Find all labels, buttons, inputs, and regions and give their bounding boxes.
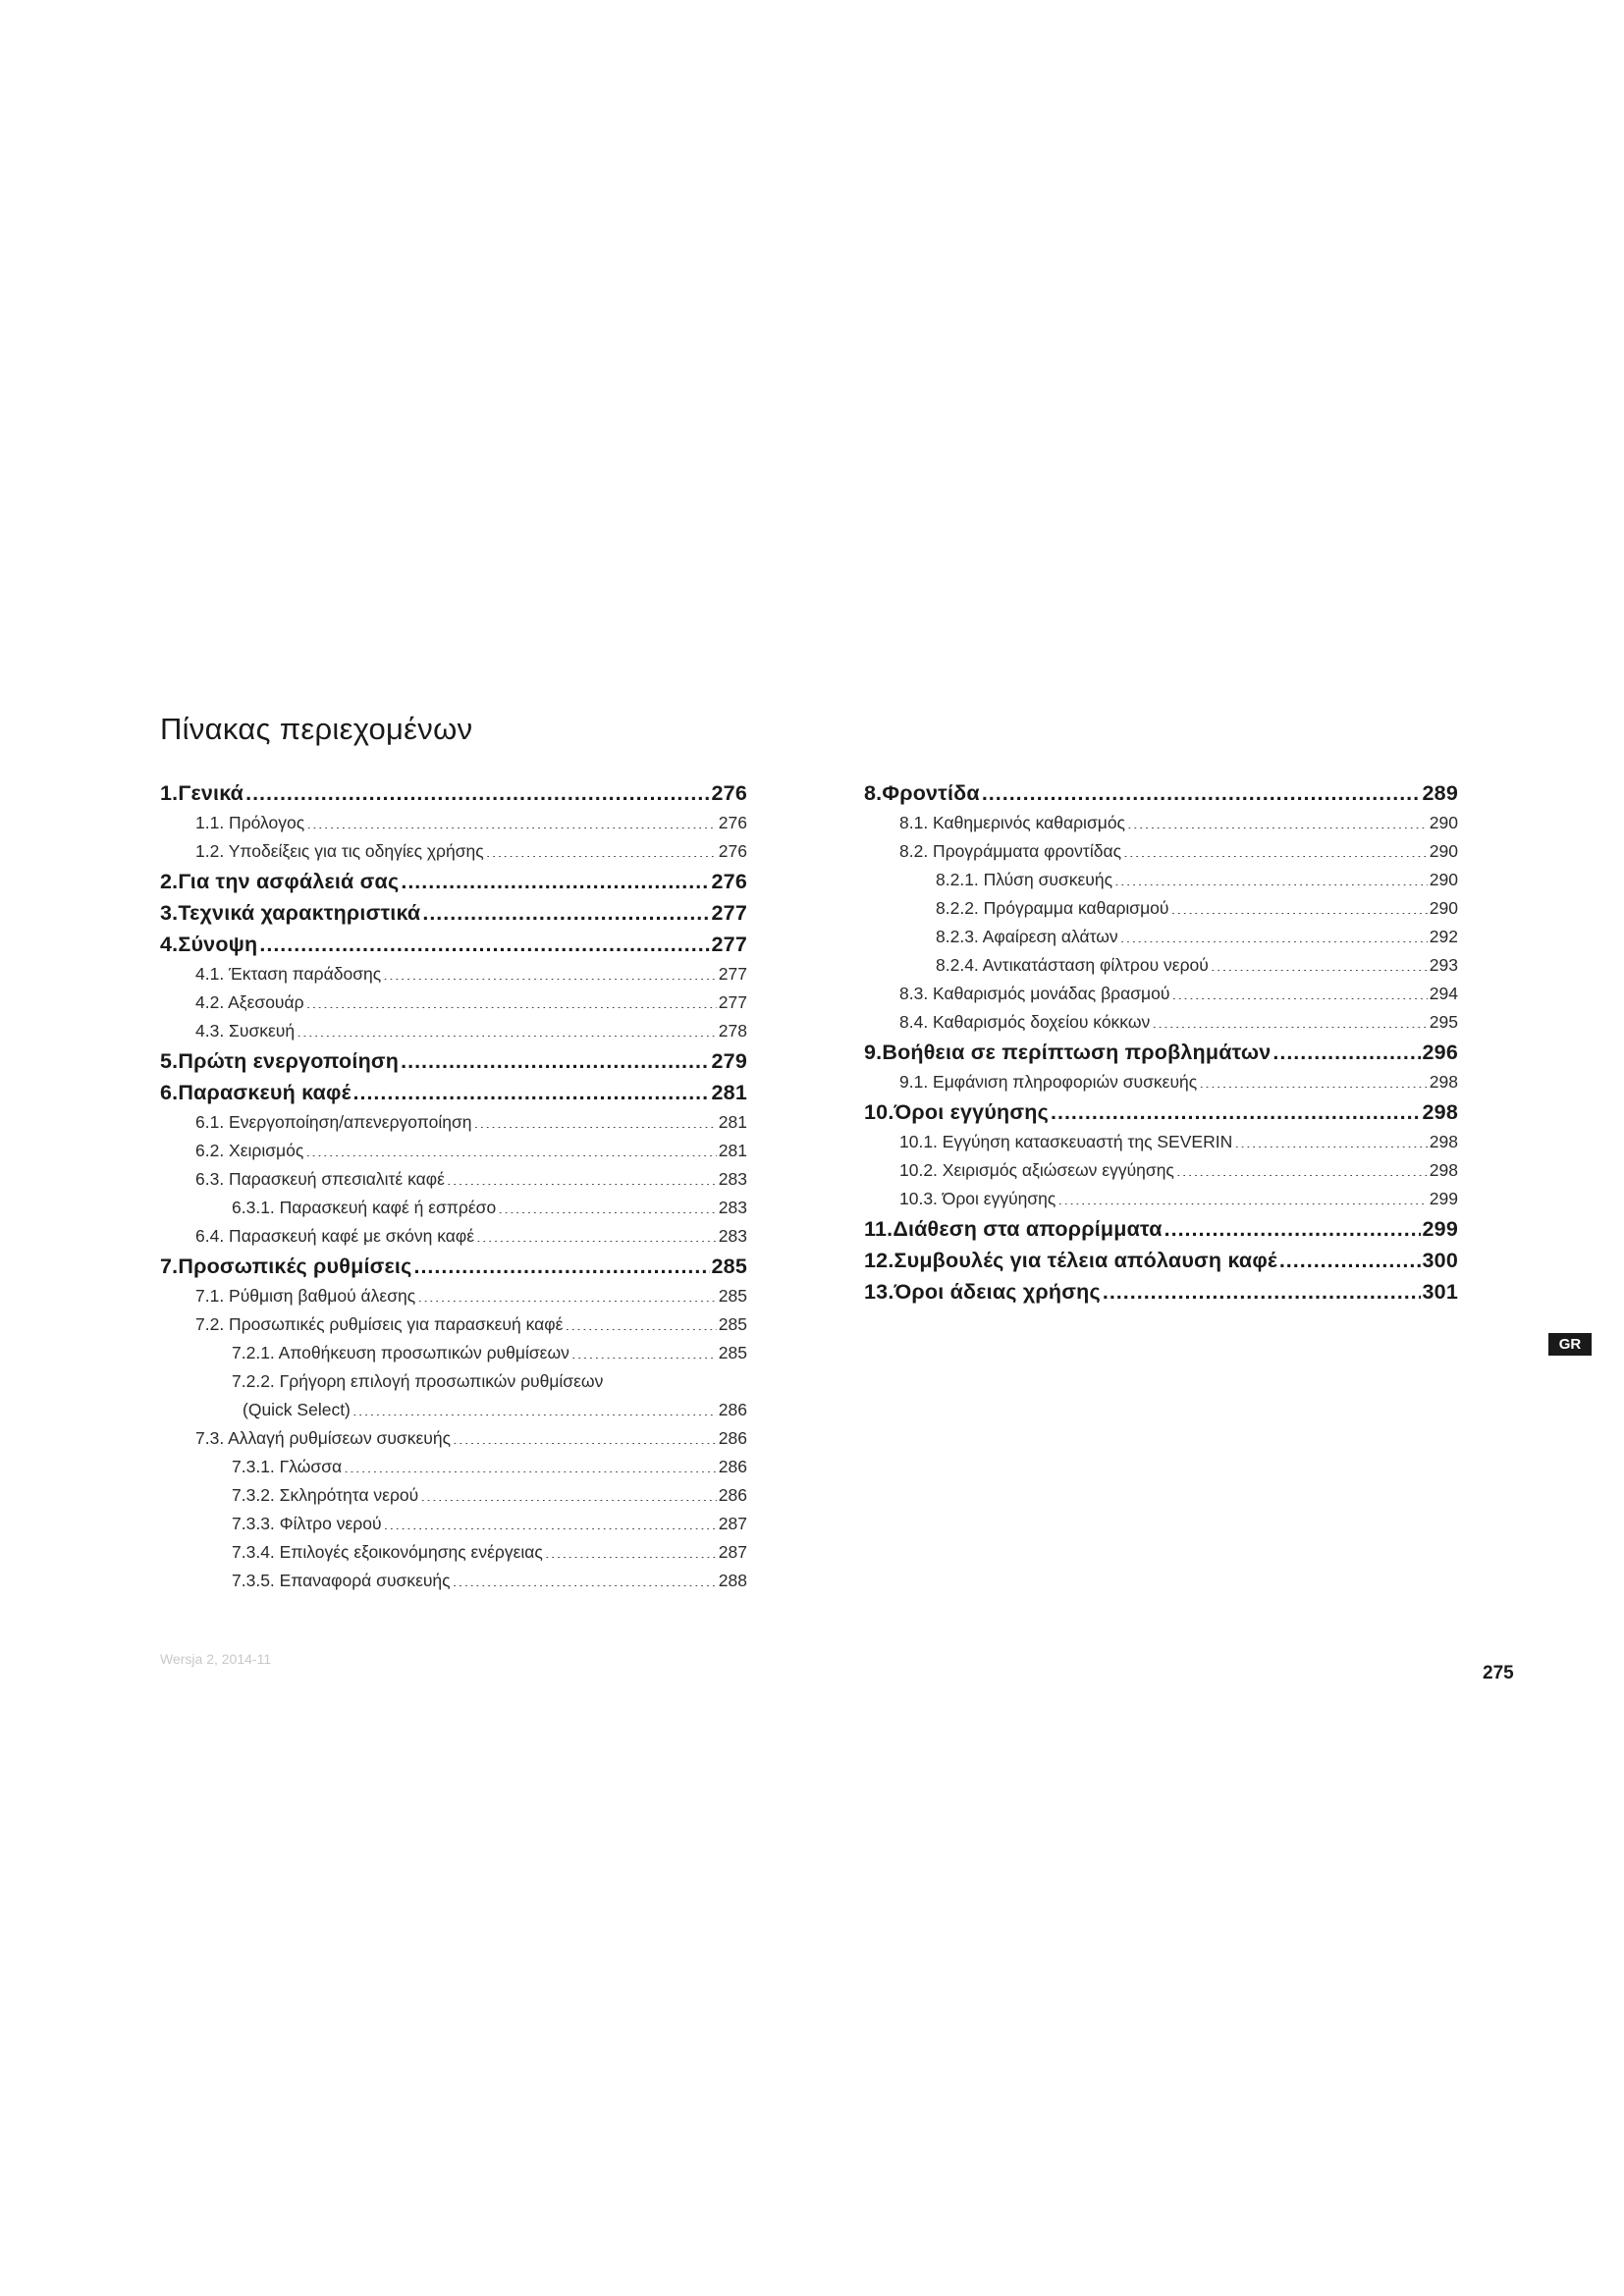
toc-entry-page: 299	[1429, 1189, 1458, 1208]
toc-entry-title: 10.3. Όροι εγγύησης	[899, 1189, 1056, 1208]
toc-entry-page: 298	[1429, 1072, 1458, 1092]
toc-leader-dots	[1171, 981, 1427, 999]
toc-entry	[864, 1008, 1458, 1037]
toc-entry-title: 7.3.3. Φίλτρο νερού	[232, 1514, 382, 1533]
toc-entry	[160, 988, 747, 1017]
toc-entry-title: Σύνοψη	[178, 933, 258, 956]
toc-entry-title: 10.1. Εγγύηση κατασκευαστή της SEVERIN	[899, 1132, 1233, 1151]
toc-entry-title: 6.3. Παρασκευή σπεσιαλιτέ καφέ	[195, 1169, 445, 1189]
toc-entry-title: 8.3. Καθαρισμός μονάδας βρασμού	[899, 984, 1170, 1003]
toc-entry	[160, 1108, 747, 1137]
toc-entry-page: 277	[711, 933, 747, 956]
toc-entry-title: Τεχνικά χαρακτηριστικά	[178, 901, 421, 925]
toc-leader-dots	[1211, 952, 1428, 971]
toc-entry-page: 286	[718, 1400, 747, 1419]
toc-entry-page: 281	[718, 1141, 747, 1160]
toc-left-column	[160, 777, 747, 1595]
toc-leader-dots	[1176, 1157, 1428, 1176]
toc-leader-dots	[1103, 1276, 1421, 1300]
toc-entry-number: 7.	[160, 1255, 179, 1278]
toc-entry-title: Φροντίδα	[882, 781, 980, 805]
toc-leader-dots	[384, 1511, 717, 1529]
toc-entry-page: 298	[1429, 1132, 1458, 1151]
toc-entry	[160, 1538, 747, 1567]
toc-entry-number: 9.	[864, 1041, 883, 1064]
toc-leader-dots	[306, 810, 717, 828]
toc-entry-title: 4.2. Αξεσουάρ	[195, 992, 304, 1012]
toc-leader-dots	[417, 1283, 717, 1302]
toc-entry-title: Συμβουλές για τέλεια απόλαυση καφέ	[893, 1249, 1277, 1272]
toc-leader-dots	[383, 961, 717, 980]
toc-entry	[160, 866, 747, 897]
toc-entry	[864, 1185, 1458, 1213]
toc-entry-page: 283	[718, 1226, 747, 1246]
toc-entry-page: 293	[1429, 955, 1458, 975]
toc-entry-title: 7.1. Ρύθμιση βαθμού άλεσης	[195, 1286, 416, 1306]
toc-leader-dots	[344, 1454, 717, 1472]
toc-entry	[160, 1367, 747, 1396]
toc-leader-dots	[401, 866, 709, 889]
toc-entry-title: Προσωπικές ρυθμίσεις	[178, 1255, 412, 1278]
toc-entry-number: 4.	[160, 933, 179, 956]
toc-entry-title: 4.1. Έκταση παράδοσης	[195, 964, 382, 984]
toc-leader-dots	[259, 929, 709, 952]
toc-leader-dots	[1127, 810, 1428, 828]
toc-leader-dots	[245, 777, 709, 801]
toc-entry	[864, 1128, 1458, 1156]
toc-right-column	[864, 777, 1458, 1308]
toc-entry-page: 283	[718, 1169, 747, 1189]
toc-entry-title: 7.2.2. Γρήγορη επιλογή προσωπικών ρυθμίσεων	[232, 1371, 604, 1391]
toc-entry-number: 3.	[160, 901, 179, 925]
toc-entry-title: Για την ασφάλειά σας	[178, 870, 400, 893]
toc-leader-dots	[1164, 1213, 1421, 1237]
toc-leader-dots	[447, 1166, 717, 1185]
toc-entry	[160, 1194, 747, 1222]
toc-leader-dots	[605, 1368, 745, 1387]
toc-entry-page: 276	[718, 841, 747, 861]
toc-entry	[160, 1017, 747, 1045]
toc-entry-title: 7.3.1. Γλώσσα	[232, 1457, 343, 1476]
toc-entry-title: 8.2.3. Αφαίρεση αλάτων	[936, 927, 1118, 946]
toc-entry-title: Διάθεση στα απορρίμματα	[893, 1217, 1163, 1241]
toc-entry-page: 294	[1429, 984, 1458, 1003]
toc-entry-title: Γενικά	[178, 781, 244, 805]
toc-entry	[160, 1396, 747, 1424]
toc-entry-page: 279	[711, 1049, 747, 1073]
toc-leader-dots	[545, 1539, 717, 1558]
toc-entry	[160, 1310, 747, 1339]
toc-entry-title: 8.4. Καθαρισμός δοχείου κόκκων	[899, 1012, 1151, 1032]
toc-entry-page: 287	[718, 1514, 747, 1533]
toc-leader-dots	[453, 1425, 717, 1444]
toc-entry	[864, 980, 1458, 1008]
toc-entry	[864, 923, 1458, 951]
toc-leader-dots	[486, 838, 717, 857]
toc-entry-page: 285	[718, 1286, 747, 1306]
toc-entry-title: 6.2. Χειρισμός	[195, 1141, 304, 1160]
toc-entry-title: 6.4. Παρασκευή καφέ με σκόνη καφέ	[195, 1226, 475, 1246]
toc-entry-page: 276	[711, 870, 747, 893]
toc-entry	[864, 1276, 1458, 1308]
toc-entry-page: 276	[711, 781, 747, 805]
toc-entry	[864, 951, 1458, 980]
toc-entry	[160, 1137, 747, 1165]
language-badge: GR	[1548, 1333, 1592, 1356]
toc-entry-page: 292	[1429, 927, 1458, 946]
toc-leader-dots	[1199, 1069, 1428, 1088]
toc-entry-title: 7.3.4. Επιλογές εξοικονόμησης ενέργειας	[232, 1542, 543, 1562]
toc-entry-title: 6.3.1. Παρασκευή καφέ ή εσπρέσο	[232, 1198, 497, 1217]
toc-leader-dots	[1114, 867, 1428, 885]
toc-entry-page: 281	[718, 1112, 747, 1132]
toc-leader-dots	[571, 1340, 717, 1359]
toc-entry-title: Βοήθεια σε περίπτωση προβλημάτων	[882, 1041, 1272, 1064]
toc-entry	[160, 1567, 747, 1595]
toc-entry	[160, 1481, 747, 1510]
toc-entry-page: 290	[1429, 870, 1458, 889]
toc-entry-title: 1.1. Πρόλογος	[195, 813, 305, 832]
toc-entry-title: Παρασκευή καφέ	[178, 1081, 352, 1104]
toc-entry	[160, 1222, 747, 1251]
toc-entry	[864, 894, 1458, 923]
toc-entry-number: 12.	[864, 1249, 894, 1272]
toc-leader-dots	[1170, 895, 1427, 914]
toc-leader-dots	[982, 777, 1421, 801]
toc-entry-page: 290	[1429, 813, 1458, 832]
toc-entry-number: 8.	[864, 781, 883, 805]
toc-entry	[160, 960, 747, 988]
toc-entry-page: 276	[718, 813, 747, 832]
toc-leader-dots	[401, 1045, 709, 1069]
toc-entry-title: 10.2. Χειρισμός αξιώσεων εγγύησης	[899, 1160, 1174, 1180]
toc-entry	[160, 1453, 747, 1481]
version-label: Wersja 2, 2014-11	[160, 1651, 272, 1667]
toc-entry	[160, 897, 747, 929]
toc-leader-dots	[1120, 924, 1428, 942]
toc-entry-page: 285	[711, 1255, 747, 1278]
toc-entry-title: Πρώτη ενεργοποίηση	[178, 1049, 400, 1073]
toc-entry-page: 278	[718, 1021, 747, 1041]
toc-entry-title: Όροι άδειας χρήσης	[893, 1280, 1101, 1304]
toc-entry-title: Όροι εγγύησης	[893, 1100, 1049, 1124]
toc-entry-page: 298	[1422, 1100, 1458, 1124]
toc-leader-dots	[297, 1018, 717, 1037]
toc-entry	[160, 1339, 747, 1367]
toc-entry-title: 7.2.1. Αποθήκευση προσωπικών ρυθμίσεων	[232, 1343, 569, 1362]
toc-entry-title: 6.1. Ενεργοποίηση/απενεργοποίηση	[195, 1112, 472, 1132]
toc-entry-title: 8.2.1. Πλύση συσκευής	[936, 870, 1113, 889]
toc-entry-number: 5.	[160, 1049, 179, 1073]
toc-entry-title: 4.3. Συσκευή	[195, 1021, 296, 1041]
toc-entry	[160, 777, 747, 809]
toc-entry	[160, 929, 747, 960]
toc-entry-title: 7.2. Προσωπικές ρυθμίσεις για παρασκευή καφέ	[195, 1314, 564, 1334]
page-title: Πίνακας περιεχομένων	[160, 712, 473, 746]
toc-entry	[160, 1165, 747, 1194]
toc-entry-number: 11.	[864, 1217, 893, 1241]
toc-entry	[864, 1213, 1458, 1245]
toc-entry	[160, 837, 747, 866]
toc-leader-dots	[1279, 1245, 1421, 1268]
toc-leader-dots	[413, 1251, 709, 1274]
toc-entry-number: 13.	[864, 1280, 894, 1304]
toc-entry-title: 1.2. Υποδείξεις για τις οδηγίες χρήσης	[195, 841, 484, 861]
toc-leader-dots	[476, 1223, 717, 1242]
toc-entry	[160, 1077, 747, 1108]
toc-leader-dots	[353, 1077, 710, 1100]
toc-entry-title: 9.1. Εμφάνιση πληροφοριών συσκευής	[899, 1072, 1198, 1092]
toc-leader-dots	[420, 1482, 717, 1501]
toc-leader-dots	[305, 1138, 716, 1156]
toc-entry-page: 300	[1422, 1249, 1458, 1272]
toc-entry-page: 299	[1422, 1217, 1458, 1241]
toc-entry-page: 283	[718, 1198, 747, 1217]
toc-entry	[864, 1156, 1458, 1185]
toc-entry-page: 296	[1422, 1041, 1458, 1064]
toc-entry	[864, 866, 1458, 894]
toc-entry	[864, 1245, 1458, 1276]
toc-entry	[864, 1068, 1458, 1096]
toc-entry	[864, 777, 1458, 809]
toc-leader-dots	[1152, 1009, 1428, 1028]
toc-entry-page: 277	[718, 992, 747, 1012]
toc-entry	[160, 1424, 747, 1453]
toc-entry-page: 295	[1429, 1012, 1458, 1032]
toc-entry-title: 7.3. Αλλαγή ρυθμίσεων συσκευής	[195, 1428, 452, 1448]
toc-entry-page: 290	[1429, 841, 1458, 861]
toc-entry-number: 10.	[864, 1100, 894, 1124]
toc-entry-title: 8.2.2. Πρόγραμμα καθαρισμού	[936, 898, 1169, 918]
toc-entry-page: 286	[718, 1485, 747, 1505]
toc-entry	[864, 837, 1458, 866]
toc-leader-dots	[565, 1311, 716, 1330]
toc-entry	[160, 1282, 747, 1310]
toc-entry	[160, 1251, 747, 1282]
toc-leader-dots	[1234, 1129, 1428, 1148]
toc-entry-title: 7.3.5. Επαναφορά συσκευής	[232, 1571, 451, 1590]
toc-leader-dots	[1272, 1037, 1420, 1060]
toc-leader-dots	[352, 1397, 717, 1415]
toc-entry-page: 277	[718, 964, 747, 984]
toc-leader-dots	[453, 1568, 717, 1586]
toc-entry-page: 290	[1429, 898, 1458, 918]
toc-entry-page: 285	[718, 1314, 747, 1334]
toc-entry-page: 277	[711, 901, 747, 925]
toc-entry	[864, 1037, 1458, 1068]
toc-entry-page: 288	[718, 1571, 747, 1590]
toc-entry-number: 1.	[160, 781, 179, 805]
toc-leader-dots	[1057, 1186, 1427, 1204]
toc-entry	[160, 1045, 747, 1077]
toc-leader-dots	[422, 897, 709, 921]
toc-entry-number: 2.	[160, 870, 179, 893]
toc-leader-dots	[1123, 838, 1428, 857]
toc-entry-page: 285	[718, 1343, 747, 1362]
toc-leader-dots	[306, 989, 717, 1008]
toc-entry-title: 8.2. Προγράμματα φροντίδας	[899, 841, 1122, 861]
toc-leader-dots	[498, 1195, 717, 1213]
toc-entry-page: 286	[718, 1428, 747, 1448]
toc-entry	[864, 809, 1458, 837]
toc-entry	[864, 1096, 1458, 1128]
toc-entry-page: 281	[711, 1081, 747, 1104]
toc-entry	[160, 1510, 747, 1538]
toc-entry-page: 289	[1422, 781, 1458, 805]
toc-entry-title: (Quick Select)	[243, 1400, 351, 1419]
toc-entry-page: 301	[1422, 1280, 1458, 1304]
toc-entry-title: 8.2.4. Αντικατάσταση φίλτρου νερού	[936, 955, 1209, 975]
toc-entry-title: 8.1. Καθημερινός καθαρισμός	[899, 813, 1125, 832]
toc-leader-dots	[474, 1109, 717, 1128]
toc-entry-title: 7.3.2. Σκληρότητα νερού	[232, 1485, 419, 1505]
page-number: 275	[1483, 1663, 1514, 1683]
toc-entry-number: 6.	[160, 1081, 179, 1104]
toc-entry-page: 286	[718, 1457, 747, 1476]
toc-leader-dots	[1051, 1096, 1421, 1120]
toc-entry-page: 287	[718, 1542, 747, 1562]
toc-entry	[160, 809, 747, 837]
toc-entry-page: 298	[1429, 1160, 1458, 1180]
